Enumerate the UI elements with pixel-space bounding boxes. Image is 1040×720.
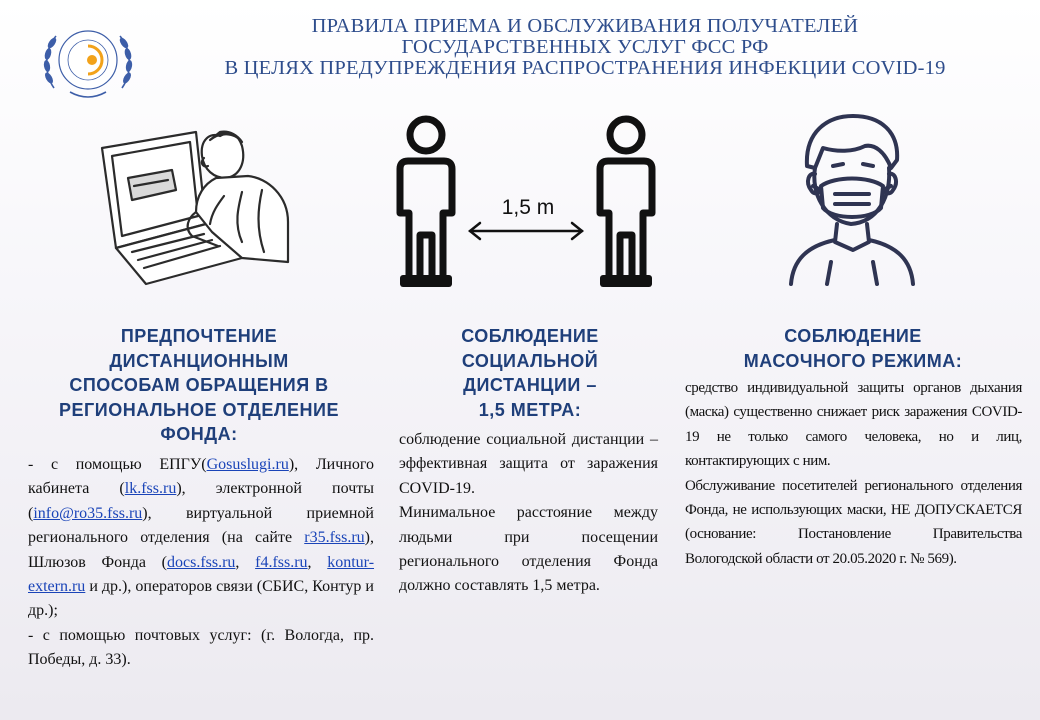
- heading-line: МАСОЧНОГО РЕЖИМА:: [743, 350, 963, 371]
- person-at-laptop-icon: [92, 112, 292, 298]
- link-docs-fss[interactable]: docs.fss.ru: [166, 553, 236, 571]
- col2-heading: [404, 324, 656, 422]
- postal-paragraph: - с помощью почтовых услуг: (г. Вологда, пр. Победы, д. 33).: [28, 626, 374, 669]
- link-f4-fss[interactable]: f4.fss.ru: [255, 553, 308, 571]
- heading-line: СПОСОБАМ ОБРАЩЕНИЯ В: [69, 375, 329, 395]
- title-line: ГОСУДАРСТВЕННЫХ УСЛУГ ФСС РФ: [401, 36, 769, 58]
- text-segment: ,: [235, 553, 256, 571]
- title-line: ПРАВИЛА ПРИЕМА И ОБСЛУЖИВАНИЯ ПОЛУЧАТЕЛЕЙ: [311, 15, 859, 37]
- distance-paragraph-1: соблюдение социальной дистанции – эффективная защита от заражения COVID-19.: [399, 431, 658, 497]
- text-segment: ), Шлюзов Фонда (: [28, 529, 374, 571]
- link-email[interactable]: info@ro35.fss.ru: [33, 504, 143, 522]
- col3-heading: [684, 324, 1022, 373]
- mask-paragraph-2: Обслуживание посетителей регионального отделения Фонда, не использующих маски, НЕ ДОПУСКАЕТСЯ (основание: Постановление Правительства Вологодской области от 20.05.2020 г. № 569).: [685, 477, 1022, 567]
- link-lk-fss[interactable]: lk.fss.ru: [124, 480, 177, 498]
- heading-line: СОЦИАЛЬНОЙ: [461, 350, 599, 371]
- text-segment: ), электронной почты (: [28, 480, 374, 522]
- fss-emblem-icon: [40, 22, 136, 102]
- heading-line: ДИСТАНЦИОННЫМ: [109, 350, 289, 371]
- heading-line: ДИСТАНЦИИ –: [463, 375, 597, 395]
- heading-line: РЕГИОНАЛЬНОЕ ОТДЕЛЕНИЕ: [59, 399, 339, 420]
- heading-line: СОБЛЮДЕНИЕ: [461, 326, 599, 346]
- distance-paragraph-2: Минимальное расстояние между людьми при посещении регионального отделения Фонда должно составлять 1,5 метра.: [399, 504, 658, 595]
- remote-channels-paragraph: [28, 453, 374, 624]
- mask-paragraph-1: средство индивидуальной защиты органов дыхания (маска) существенно снижает риск заражения COVID-19 не только самого человека, но и лиц, контактирующих с ним.: [685, 380, 1022, 470]
- link-gosuslugi[interactable]: Gosuslugi.ru: [206, 456, 289, 473]
- heading-line: СОБЛЮДЕНИЕ: [784, 326, 922, 346]
- text-segment: - с помощью ЕПГУ(: [28, 456, 207, 473]
- page-title: [145, 16, 1025, 79]
- text-segment: ), виртуальной приемной регионального отделения (на сайте: [28, 504, 374, 547]
- title-line: В ЦЕЛЯХ ПРЕДУПРЕЖДЕНИЯ РАСПРОСТРАНЕНИЯ ИНФЕКЦИИ COVID-19: [224, 57, 946, 79]
- text-segment: ), Личного кабинета (: [28, 456, 374, 498]
- heading-line: ПРЕДПОЧТЕНИЕ: [120, 326, 278, 346]
- distance-label: 1,5 m: [501, 196, 555, 219]
- text-segment: и др.), операторов связи (СБИС, Контур и др.);: [28, 578, 374, 620]
- col1-heading: [22, 324, 376, 447]
- col3-text: [685, 376, 1022, 571]
- face-mask-icon: [787, 112, 917, 288]
- heading-line: 1,5 МЕТРА:: [478, 399, 582, 420]
- col2-text: [399, 428, 658, 599]
- heading-line: ФОНДА:: [160, 424, 238, 444]
- link-r35-fss[interactable]: r35.fss.ru: [304, 529, 365, 547]
- link-kontur-extern[interactable]: kontur-extern.ru: [28, 553, 375, 596]
- text-segment: ,: [307, 553, 328, 571]
- col1-text: [28, 453, 374, 673]
